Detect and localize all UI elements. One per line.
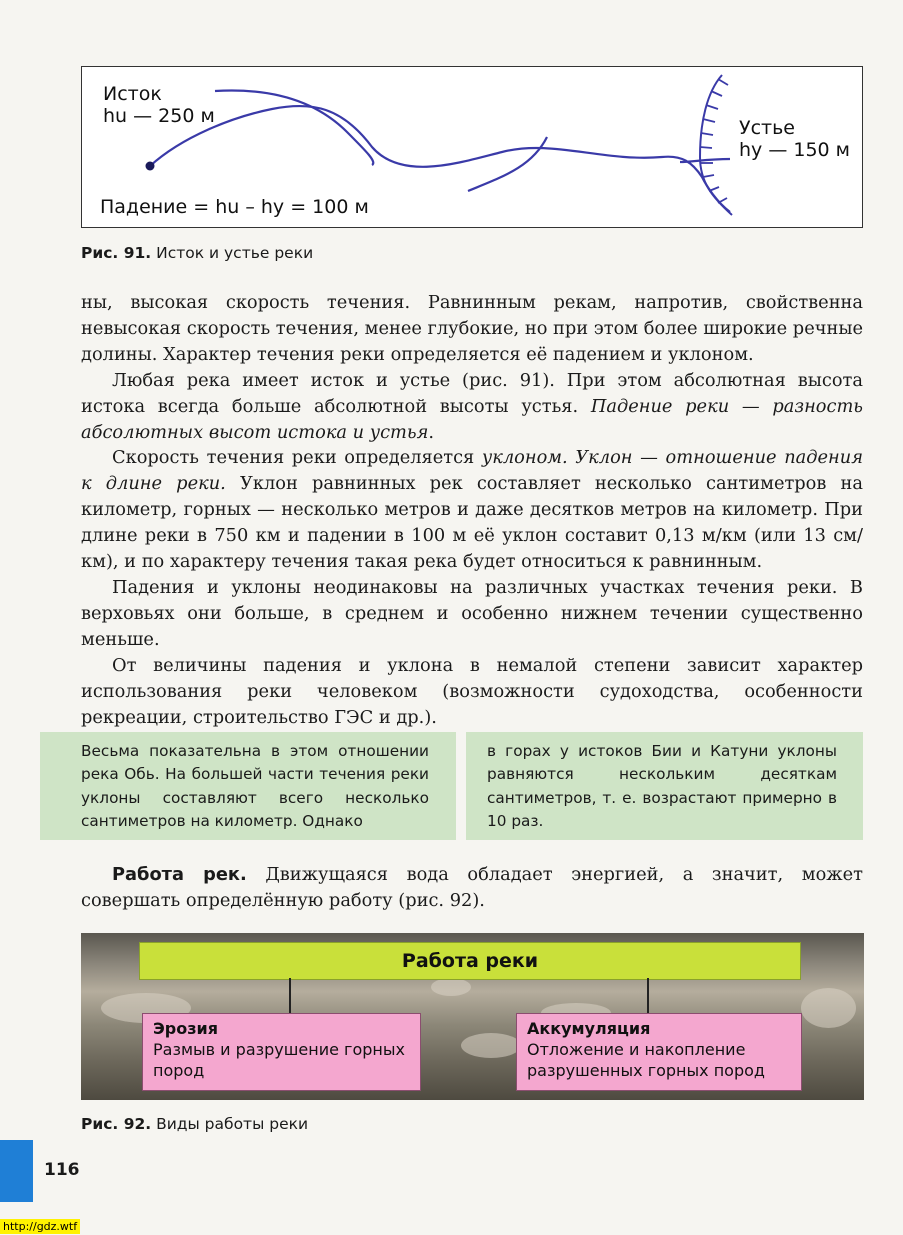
p3-start: Скорость течения реки определяется	[112, 447, 475, 469]
background-rock	[461, 1033, 521, 1058]
paragraph-3	[81, 445, 863, 575]
river-work-paragraph	[81, 862, 863, 914]
erosion-text: Размыв и разрушение горных пород	[153, 1040, 405, 1080]
accumulation-text: Отложение и накопление разрушенных горных пород	[527, 1040, 765, 1080]
background-rock	[431, 978, 471, 996]
figure-92	[81, 933, 864, 1100]
p2-end: .	[428, 421, 435, 443]
connector-line	[289, 978, 291, 1013]
caption-text: Виды работы реки	[156, 1115, 309, 1133]
insert-left-column: Весьма показательна в этом отношении река Обь. На большей части течения реки уклоны составляют всего несколько сантиметров на километр. Однако	[81, 742, 429, 831]
insert-right-column: в горах у истоков Бии и Катуни уклоны равняются нескольким десяткам сантиметров, т. е. возрастают примерно в 10 раз.	[487, 742, 837, 831]
river-tributary-2	[468, 137, 547, 191]
watermark-link[interactable]: http://gdz.wtf	[0, 1219, 80, 1234]
erosion-box	[142, 1013, 421, 1091]
figure-92-caption	[81, 1115, 308, 1133]
source-height: hu — 250 м	[103, 105, 215, 127]
mouth-title: Устье	[739, 117, 795, 139]
caption-text: Исток и устье реки	[156, 244, 314, 262]
p3-end: Уклон равнинных рек составляет несколько сантиметров на километр, горных — несколько метров и даже десятков метров на километр. При длине реки в 750 км и падении в 100 м её уклон составит 0,13 м/км (или 13 см/км), и по характеру течения такая река будет относиться к равнинным.	[81, 473, 863, 573]
fall-formula: Падение = hu – hy = 100 м	[100, 196, 369, 218]
river-tributary-1	[215, 90, 373, 165]
paragraph-2	[81, 368, 863, 446]
accumulation-title: Аккумуляция	[527, 1019, 651, 1038]
paragraph-1: ны, высокая скорость течения. Равнинным рекам, напротив, свойственна невысокая скорость течения, менее глубокие, но при этом более широкие речные долины. Характер течения реки определяется её падением и уклоном.	[81, 292, 863, 365]
coastline	[700, 75, 732, 215]
p2-definition: Падение реки — разность абсолютных высот истока и устья	[81, 395, 863, 443]
caption-number: Рис. 91.	[81, 244, 152, 262]
source-point	[146, 162, 155, 171]
paragraph-5: От величины падения и уклона в немалой степени зависит характер использования реки человеком (возможности судоходства, особенности рекреации, строительство ГЭС и др.).	[81, 654, 863, 728]
insert-divider	[456, 732, 466, 840]
paragraph-4: Падения и уклоны неодинаковы на различных участках течения реки. В верховьях они больше, в среднем и особенно нижнем течении существенно меньше.	[81, 576, 863, 650]
coast-hatching	[700, 79, 728, 203]
p2-start: Любая река имеет исток и устье (рис. 91). При этом абсолютная высота истока всегда больше абсолютной высоты устья.	[81, 369, 863, 417]
source-label	[103, 83, 215, 127]
figure-91-caption	[81, 244, 313, 262]
body-text	[81, 290, 863, 730]
page-tab	[0, 1140, 33, 1202]
p3-definition: уклоном. Уклон — отношение падения к длине реки.	[81, 447, 863, 495]
figure-91	[81, 66, 863, 228]
accumulation-box	[516, 1013, 802, 1091]
connector-line	[647, 978, 649, 1013]
river-work-text: Движущаяся вода обладает энергией, а значит, может совершать определённую работу (рис. 92).	[81, 864, 863, 911]
mouth-label	[739, 117, 850, 161]
info-insert	[40, 732, 863, 840]
mouth-height: hy — 150 м	[739, 139, 851, 161]
background-rock	[801, 988, 856, 1028]
erosion-title: Эрозия	[153, 1019, 218, 1038]
page-number: 116	[44, 1160, 80, 1180]
river-work-title: Работа реки	[139, 942, 801, 980]
caption-number: Рис. 92.	[81, 1115, 152, 1133]
river-work-heading: Работа рек.	[112, 864, 247, 885]
source-title: Исток	[103, 83, 162, 105]
